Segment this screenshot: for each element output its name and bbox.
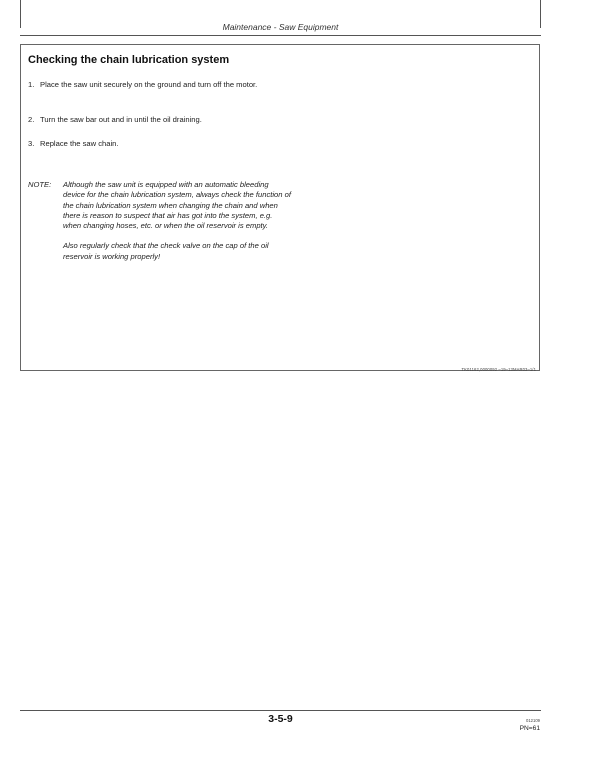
step-number: 2. (28, 115, 35, 124)
step-text: Replace the saw chain. (40, 139, 119, 148)
step-3 (28, 139, 298, 149)
note-paragraph-2: Also regularly check that the check valve on the cap of the oil reservoir is working properly! (63, 241, 269, 261)
footer-rule (20, 710, 541, 711)
step-2 (28, 115, 298, 125)
step-1 (28, 80, 298, 90)
header-rule (20, 35, 541, 36)
note-paragraph-1: Although the saw unit is equipped with an automatic bleeding device for the chain lubrication system, always check the function of the chain lubrication system when changing the chain and when there is reason to suspect that air has got into the system, e.g. when changing hoses, etc. or when the oil reservoir is empty. (63, 180, 291, 231)
note-label: NOTE: (28, 180, 52, 189)
step-number: 1. (28, 80, 35, 89)
step-number: 3. (28, 139, 35, 148)
page-number: 3-5-9 (268, 713, 293, 725)
note-block (28, 180, 308, 262)
pn-code: PN=61 (519, 725, 540, 732)
print-date: 012109 (526, 718, 540, 723)
step-text: Place the saw unit securely on the ground and turn off the motor. (40, 80, 258, 89)
step-text: Turn the saw bar out and in until the oil draining. (40, 115, 202, 124)
running-head: Maintenance - Saw Equipment (222, 22, 339, 32)
reference-code: TK01162,0000092 –19–13MAR03–1/1 (461, 367, 536, 372)
section-title: Checking the chain lubrication system (28, 54, 230, 66)
